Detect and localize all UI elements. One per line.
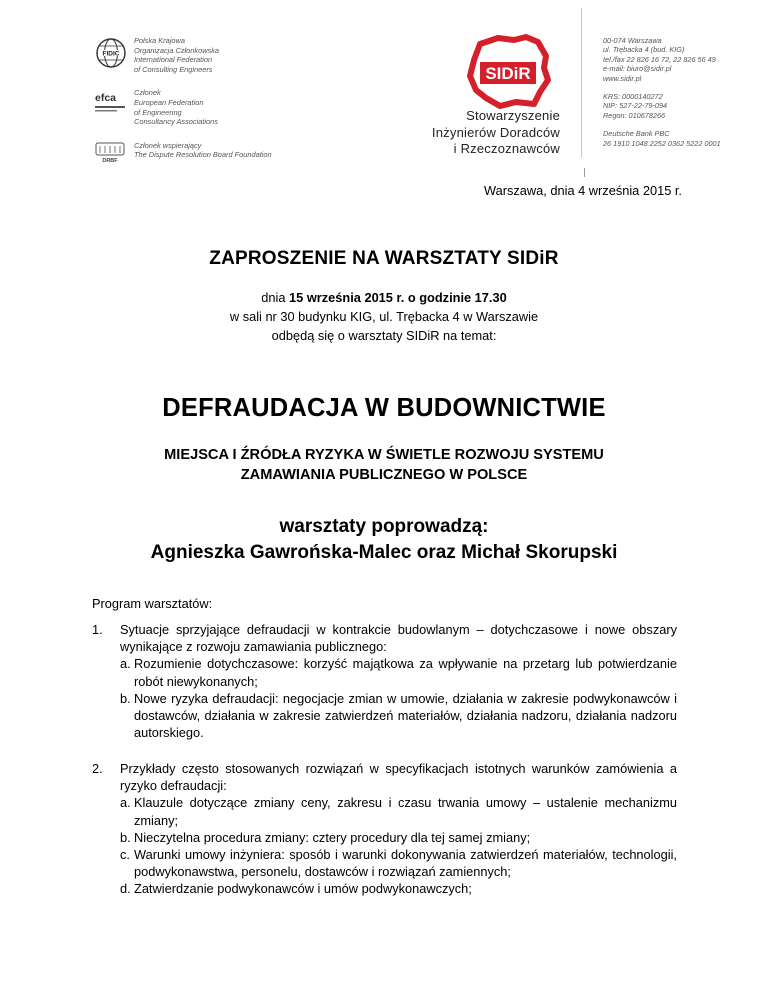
program-subitem: b. Nieczytelna procedura zmiany: cztery procedury dla tej samej zmiany; — [120, 829, 531, 845]
document-date: Warszawa, dnia 4 września 2015 r. — [484, 183, 682, 198]
program-subitem: c. Warunki umowy inżyniera: sposób i warunki dokonywania zatwierdzeń materiałów, technologii, podwykonawstwa, personelu, dostawców i rozwiązań zamiennych; — [120, 847, 677, 880]
efca-logo — [92, 88, 130, 118]
header-divider — [581, 8, 582, 158]
program-item — [92, 760, 677, 898]
program-subitem: b. Nowe ryzyka defraudacji: negocjacje zmian w umowie, działania w zakresie podwykonawców i dostawców, działania w zakresie zatwierdzeń materiałów, działania nadzoru, działania nadzoru autorskiego. — [120, 690, 677, 741]
invitation-title: ZAPROSZENIE NA WARSZTATY SIDiR — [209, 248, 559, 269]
workshop-subtitle: MIEJSCA I ŹRÓDŁA RYZYKA W ŚWIETLE ROZWOJU SYSTEMU ZAMAWIANIA PUBLICZNEGO W POLSCE — [164, 447, 604, 483]
program-item-number: 1. — [92, 622, 103, 637]
program-item — [92, 621, 677, 741]
fidic-membership — [92, 36, 352, 74]
fidic-logo — [92, 36, 130, 70]
workshop-leaders — [0, 514, 768, 566]
contact-block — [603, 36, 763, 157]
drbf-text: Członek wspierający The Dispute Resolution Board Foundation — [134, 140, 272, 160]
svg-text:efca: efca — [95, 92, 117, 105]
svg-text:DRBF: DRBF — [102, 157, 118, 163]
program-item-text: Przykłady często stosowanych rozwiązań w specyfikacjach istotnych warunków zamówienia a ryzyko defraudacji: — [120, 761, 677, 794]
header-tick-mark — [584, 168, 585, 177]
program-item-text: Sytuacje sprzyjające defraudacji w kontrakcie budowlanym – dotychczasowe i nowe obszary wynikające z rozwoju zamawiania publicznego: — [120, 622, 677, 655]
fidic-text: Polska Krajowa Organizacja Członkowska International Federation of Consulting Engineers — [134, 36, 220, 74]
efca-membership — [92, 88, 352, 126]
drbf-logo — [92, 141, 130, 163]
program-subitem: a. Rozumienie dotychczasowe: korzyść majątkowa za wpływanie na przetarg lub potwierdzanie robót niewykonanych; — [120, 656, 677, 689]
svg-text:FIDIC: FIDIC — [102, 50, 120, 58]
leaders-label: warsztaty poprowadzą: — [279, 516, 489, 537]
program-item-number: 2. — [92, 761, 103, 776]
event-topic-intro: odbędą się o warsztaty SIDiR na temat: — [271, 328, 497, 343]
efca-text: Członek European Federation of Engineering Consultancy Associations — [134, 88, 218, 127]
leaders-names: Agnieszka Gawrońska-Malec oraz Michał Skorupski — [150, 542, 618, 563]
drbf-membership — [92, 141, 352, 163]
event-date-line: dnia 15 września 2015 r. o godzinie 17.30 — [261, 290, 507, 305]
program-subitem: a. Klauzule dotyczące zmiany ceny, zakresu i czasu trwania umowy – ustalenie mechanizmu zmiany; — [120, 795, 677, 828]
program-subitem: d. Zatwierdzanie podwykonawców i umów podwykonawczych; — [120, 881, 472, 897]
svg-text:SIDiR: SIDiR — [485, 64, 531, 83]
sidir-logo — [464, 34, 552, 110]
address-block: 00-074 Warszawa ul. Trębacka 4 (bud. KIG) tel./fax 22 826 16 72, 22 826 56 49 e-mail: biuro@sidir.pl www.sidir.pl — [603, 36, 716, 83]
workshop-topic-title: DEFRAUDACJA W BUDOWNICTWIE — [162, 394, 606, 422]
sidir-full-name: Stowarzyszenie Inżynierów Doradców i Rzeczoznawców — [431, 108, 560, 156]
registry-block: KRS: 0000140272 NIP: 527-22-79-094 Regon: 010678266 — [603, 92, 668, 120]
memberships-block — [92, 36, 352, 177]
bank-block: Deutsche Bank PBC 26 1910 1048 2252 0362 5222 0001 — [603, 129, 721, 148]
event-location-line: w sali nr 30 budynku KIG, ul. Trębacka 4 w Warszawie — [229, 309, 539, 324]
event-info — [0, 288, 768, 345]
program-label: Program warsztatów: — [92, 596, 213, 611]
